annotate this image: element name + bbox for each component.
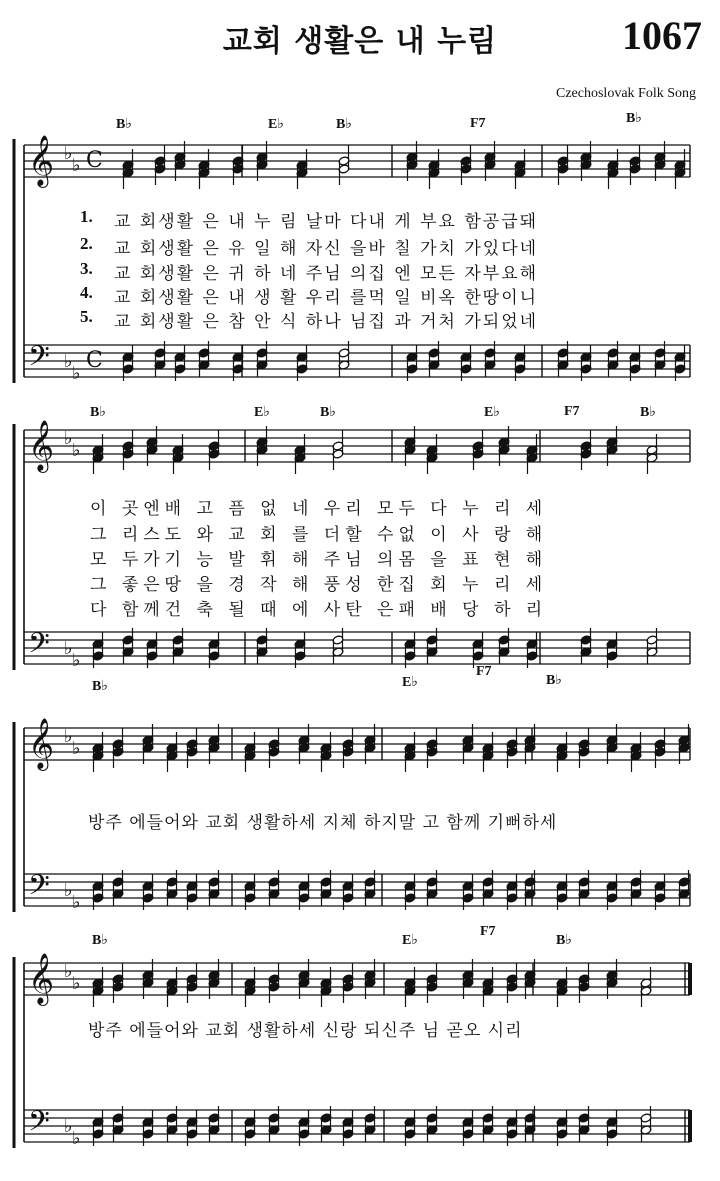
chord-symbol: B♭ <box>320 405 336 420</box>
refrain-lyric: 방주 에들어와 교회 생활하세 신랑 되신주 님 곧오 시리 <box>88 1021 523 1041</box>
key-signature-flat-icon: ♭ <box>72 155 81 176</box>
verse-lyric: 교 회생활 은 참 안 식 하나 님집 과 거처 가되었네 <box>114 312 539 332</box>
hymn-number: 1067 <box>622 13 702 58</box>
key-signature-flat-icon: ♭ <box>72 1128 81 1149</box>
bass-clef-icon: 𝄢 <box>28 1105 50 1145</box>
chord-symbol: E♭ <box>402 933 418 948</box>
chord-symbol: B♭ <box>640 405 656 420</box>
bass-clef-icon: 𝄢 <box>28 340 50 380</box>
treble-clef-icon: 𝄞 <box>28 420 55 471</box>
verse-lyric: 교 회생활 은 내 생 활 우리 를먹 일 비옥 한땅이니 <box>114 288 539 308</box>
key-signature-flat-icon: ♭ <box>72 738 81 759</box>
chord-symbol: F7 <box>564 404 580 419</box>
key-signature-flat-icon: ♭ <box>72 363 81 384</box>
key-signature-flat-icon: ♭ <box>64 726 73 747</box>
verse-lyric: 교 회생활 은 내 누 림 날마 다내 게 부요 함공급돼 <box>114 212 539 232</box>
chord-symbol: B♭ <box>90 405 106 420</box>
chord-symbol: B♭ <box>116 117 132 132</box>
chord-symbol: E♭ <box>268 117 284 132</box>
bass-clef-icon: 𝄢 <box>28 869 50 909</box>
verse-lyric: 모 두가기 능 발 휘 해 주님 의몸 을 표 현 해 <box>90 550 548 570</box>
hymn-title: 교회 생활은 내 누림 <box>222 24 498 59</box>
key-signature-flat-icon: ♭ <box>64 961 73 982</box>
chord-symbol: B♭ <box>546 673 562 688</box>
verse-lyric: 그 좋은땅 을 경 작 해 풍성 한집 회 누 리 세 <box>90 575 548 595</box>
treble-clef-icon: 𝄞 <box>28 135 55 186</box>
key-signature-flat-icon: ♭ <box>64 880 73 901</box>
chord-symbol: B♭ <box>92 679 108 694</box>
treble-clef-icon: 𝄞 <box>28 718 55 769</box>
chord-symbol: B♭ <box>336 117 352 132</box>
verse-lyric: 교 회생활 은 유 일 해 자신 을바 칠 가치 가있다네 <box>114 239 539 259</box>
key-signature-flat-icon: ♭ <box>72 892 81 913</box>
verse-number: 5. <box>80 307 93 326</box>
refrain-lyric: 방주 에들어와 교회 생활하세 지체 하지말 고 함께 기뻐하세 <box>88 813 558 833</box>
chord-symbol: B♭ <box>626 111 642 126</box>
verse-lyric: 이 곳엔배 고 픔 없 네 우리 모두 다 누 리 세 <box>90 499 548 519</box>
key-signature-flat-icon: ♭ <box>72 973 81 994</box>
key-signature-flat-icon: ♭ <box>64 638 73 659</box>
verse-number: 1. <box>80 207 93 226</box>
verse-lyric: 다 함께건 축 될 때 에 사탄 은패 배 당 하 리 <box>90 600 548 620</box>
verse-lyric: 그 리스도 와 교 회 를 더할 수없 이 사 랑 해 <box>90 525 548 545</box>
chord-symbol: F7 <box>476 664 492 679</box>
key-signature-flat-icon: ♭ <box>72 650 81 671</box>
bass-clef-icon: 𝄢 <box>28 627 50 667</box>
attribution: Czechoslovak Folk Song <box>556 86 696 101</box>
chord-symbol: F7 <box>470 116 486 131</box>
chord-symbol: B♭ <box>556 933 572 948</box>
time-signature: C <box>86 148 103 173</box>
treble-clef-icon: 𝄞 <box>28 953 55 1004</box>
chord-symbol: E♭ <box>484 405 500 420</box>
verse-number: 4. <box>80 283 93 302</box>
verse-number: 3. <box>80 259 93 278</box>
verse-lyric: 교 회생활 은 귀 하 네 주님 의집 엔 모든 자부요해 <box>114 264 539 284</box>
time-signature: C <box>86 348 103 373</box>
chord-symbol: E♭ <box>402 675 418 690</box>
key-signature-flat-icon: ♭ <box>72 440 81 461</box>
verse-number: 2. <box>80 234 93 253</box>
chord-symbol: F7 <box>480 924 496 939</box>
chord-symbol: B♭ <box>92 933 108 948</box>
key-signature-flat-icon: ♭ <box>64 351 73 372</box>
key-signature-flat-icon: ♭ <box>64 1116 73 1137</box>
key-signature-flat-icon: ♭ <box>64 143 73 164</box>
key-signature-flat-icon: ♭ <box>64 428 73 449</box>
chord-symbol: E♭ <box>254 405 270 420</box>
